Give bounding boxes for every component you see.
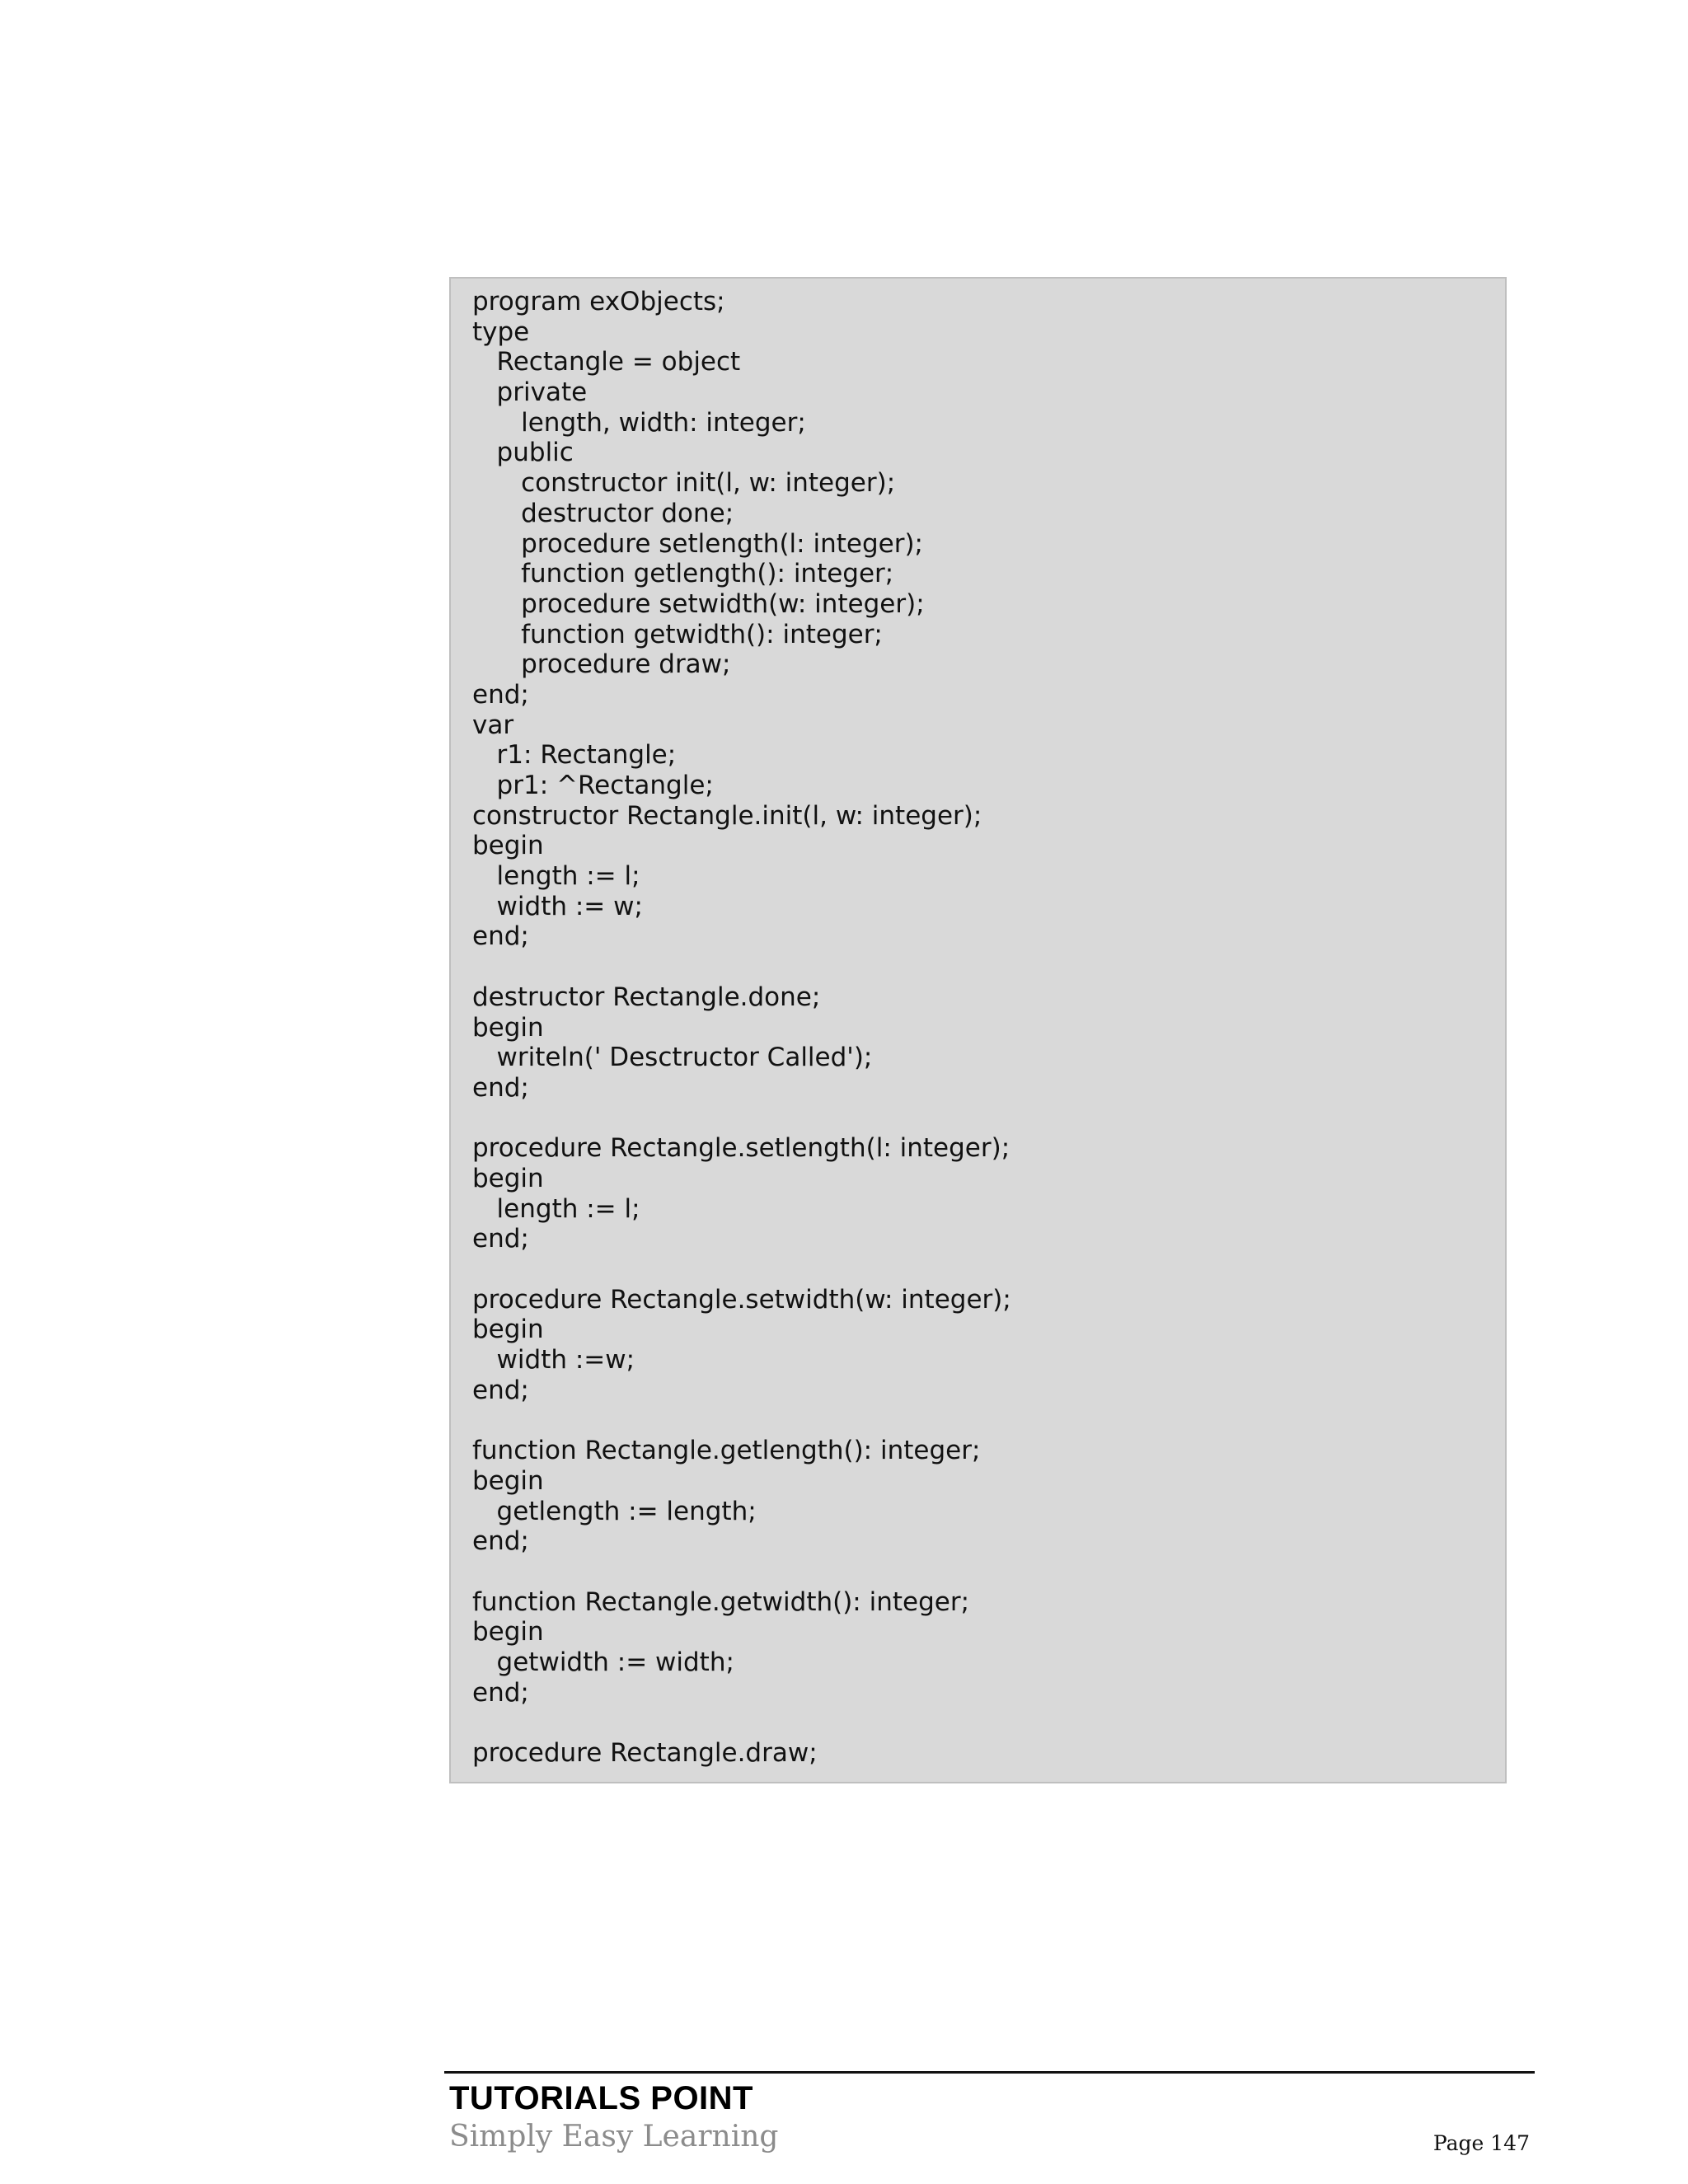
code-line: public — [472, 438, 574, 468]
code-line: length, width: integer; — [472, 407, 806, 438]
code-line: end; — [472, 679, 529, 710]
code-line: width := w; — [472, 891, 643, 921]
code-line — [472, 1557, 1485, 1587]
code-line: end; — [472, 1224, 529, 1254]
code-line: function getwidth(): integer; — [472, 619, 883, 649]
code-line: function getlength(): integer; — [472, 559, 894, 589]
code-line: begin — [472, 1617, 544, 1647]
code-block — [449, 277, 1507, 1783]
code-line: function Rectangle.getwidth(): integer; — [472, 1586, 970, 1617]
code-line: begin — [472, 1315, 544, 1345]
code-line — [472, 1708, 1485, 1738]
code-line: end; — [472, 1375, 529, 1405]
code-line: end; — [472, 1526, 529, 1557]
code-line: constructor Rectangle.init(l, w: integer); — [472, 800, 982, 831]
code-line: Rectangle = object — [472, 347, 741, 377]
code-line: pr1: ^Rectangle; — [472, 771, 714, 800]
page-number: Page 147 — [1432, 2131, 1530, 2155]
code-line: program exObjects; — [472, 287, 725, 316]
code-line: destructor done; — [472, 498, 734, 528]
code-line: begin — [472, 831, 544, 861]
code-line: r1: Rectangle; — [472, 740, 677, 771]
code-line: procedure setlength(l: integer); — [472, 528, 923, 559]
code-line: destructor Rectangle.done; — [472, 982, 821, 1012]
code-line: type — [472, 316, 530, 347]
code-line: end; — [472, 1072, 529, 1103]
code-line: procedure Rectangle.draw; — [472, 1738, 818, 1768]
code-line: private — [472, 377, 588, 408]
code-line: procedure Rectangle.setwidth(w: integer); — [472, 1284, 1011, 1315]
code-line: procedure Rectangle.setlength(l: integer); — [472, 1133, 1010, 1164]
code-line: procedure draw; — [472, 649, 731, 680]
code-line: getwidth := width; — [472, 1647, 734, 1677]
footer-tagline: Simply Easy Learning — [449, 2120, 779, 2154]
code-line: writeln(' Desctructor Called'); — [472, 1043, 873, 1073]
code-line — [472, 1254, 1485, 1285]
code-line: begin — [472, 1163, 544, 1193]
code-line: begin — [472, 1465, 544, 1496]
footer-brand: TUTORIALS POINT — [449, 2080, 753, 2116]
code-line: getlength := length; — [472, 1496, 757, 1526]
code-line — [472, 952, 1485, 982]
footer-divider — [444, 2071, 1535, 2074]
code-line: var — [472, 710, 514, 740]
code-line: constructor init(l, w: integer); — [472, 468, 896, 499]
code-line: width :=w; — [472, 1345, 635, 1376]
code-line: length := l; — [472, 861, 640, 892]
code-line — [472, 1405, 1485, 1436]
code-line: end; — [472, 1677, 529, 1708]
code-line: procedure setwidth(w: integer); — [472, 588, 925, 619]
code-line: begin — [472, 1012, 544, 1043]
code-line — [472, 1104, 1485, 1134]
code-line: end; — [472, 921, 529, 952]
code-line: function Rectangle.getlength(): integer; — [472, 1436, 981, 1466]
code-line: length := l; — [472, 1193, 640, 1224]
